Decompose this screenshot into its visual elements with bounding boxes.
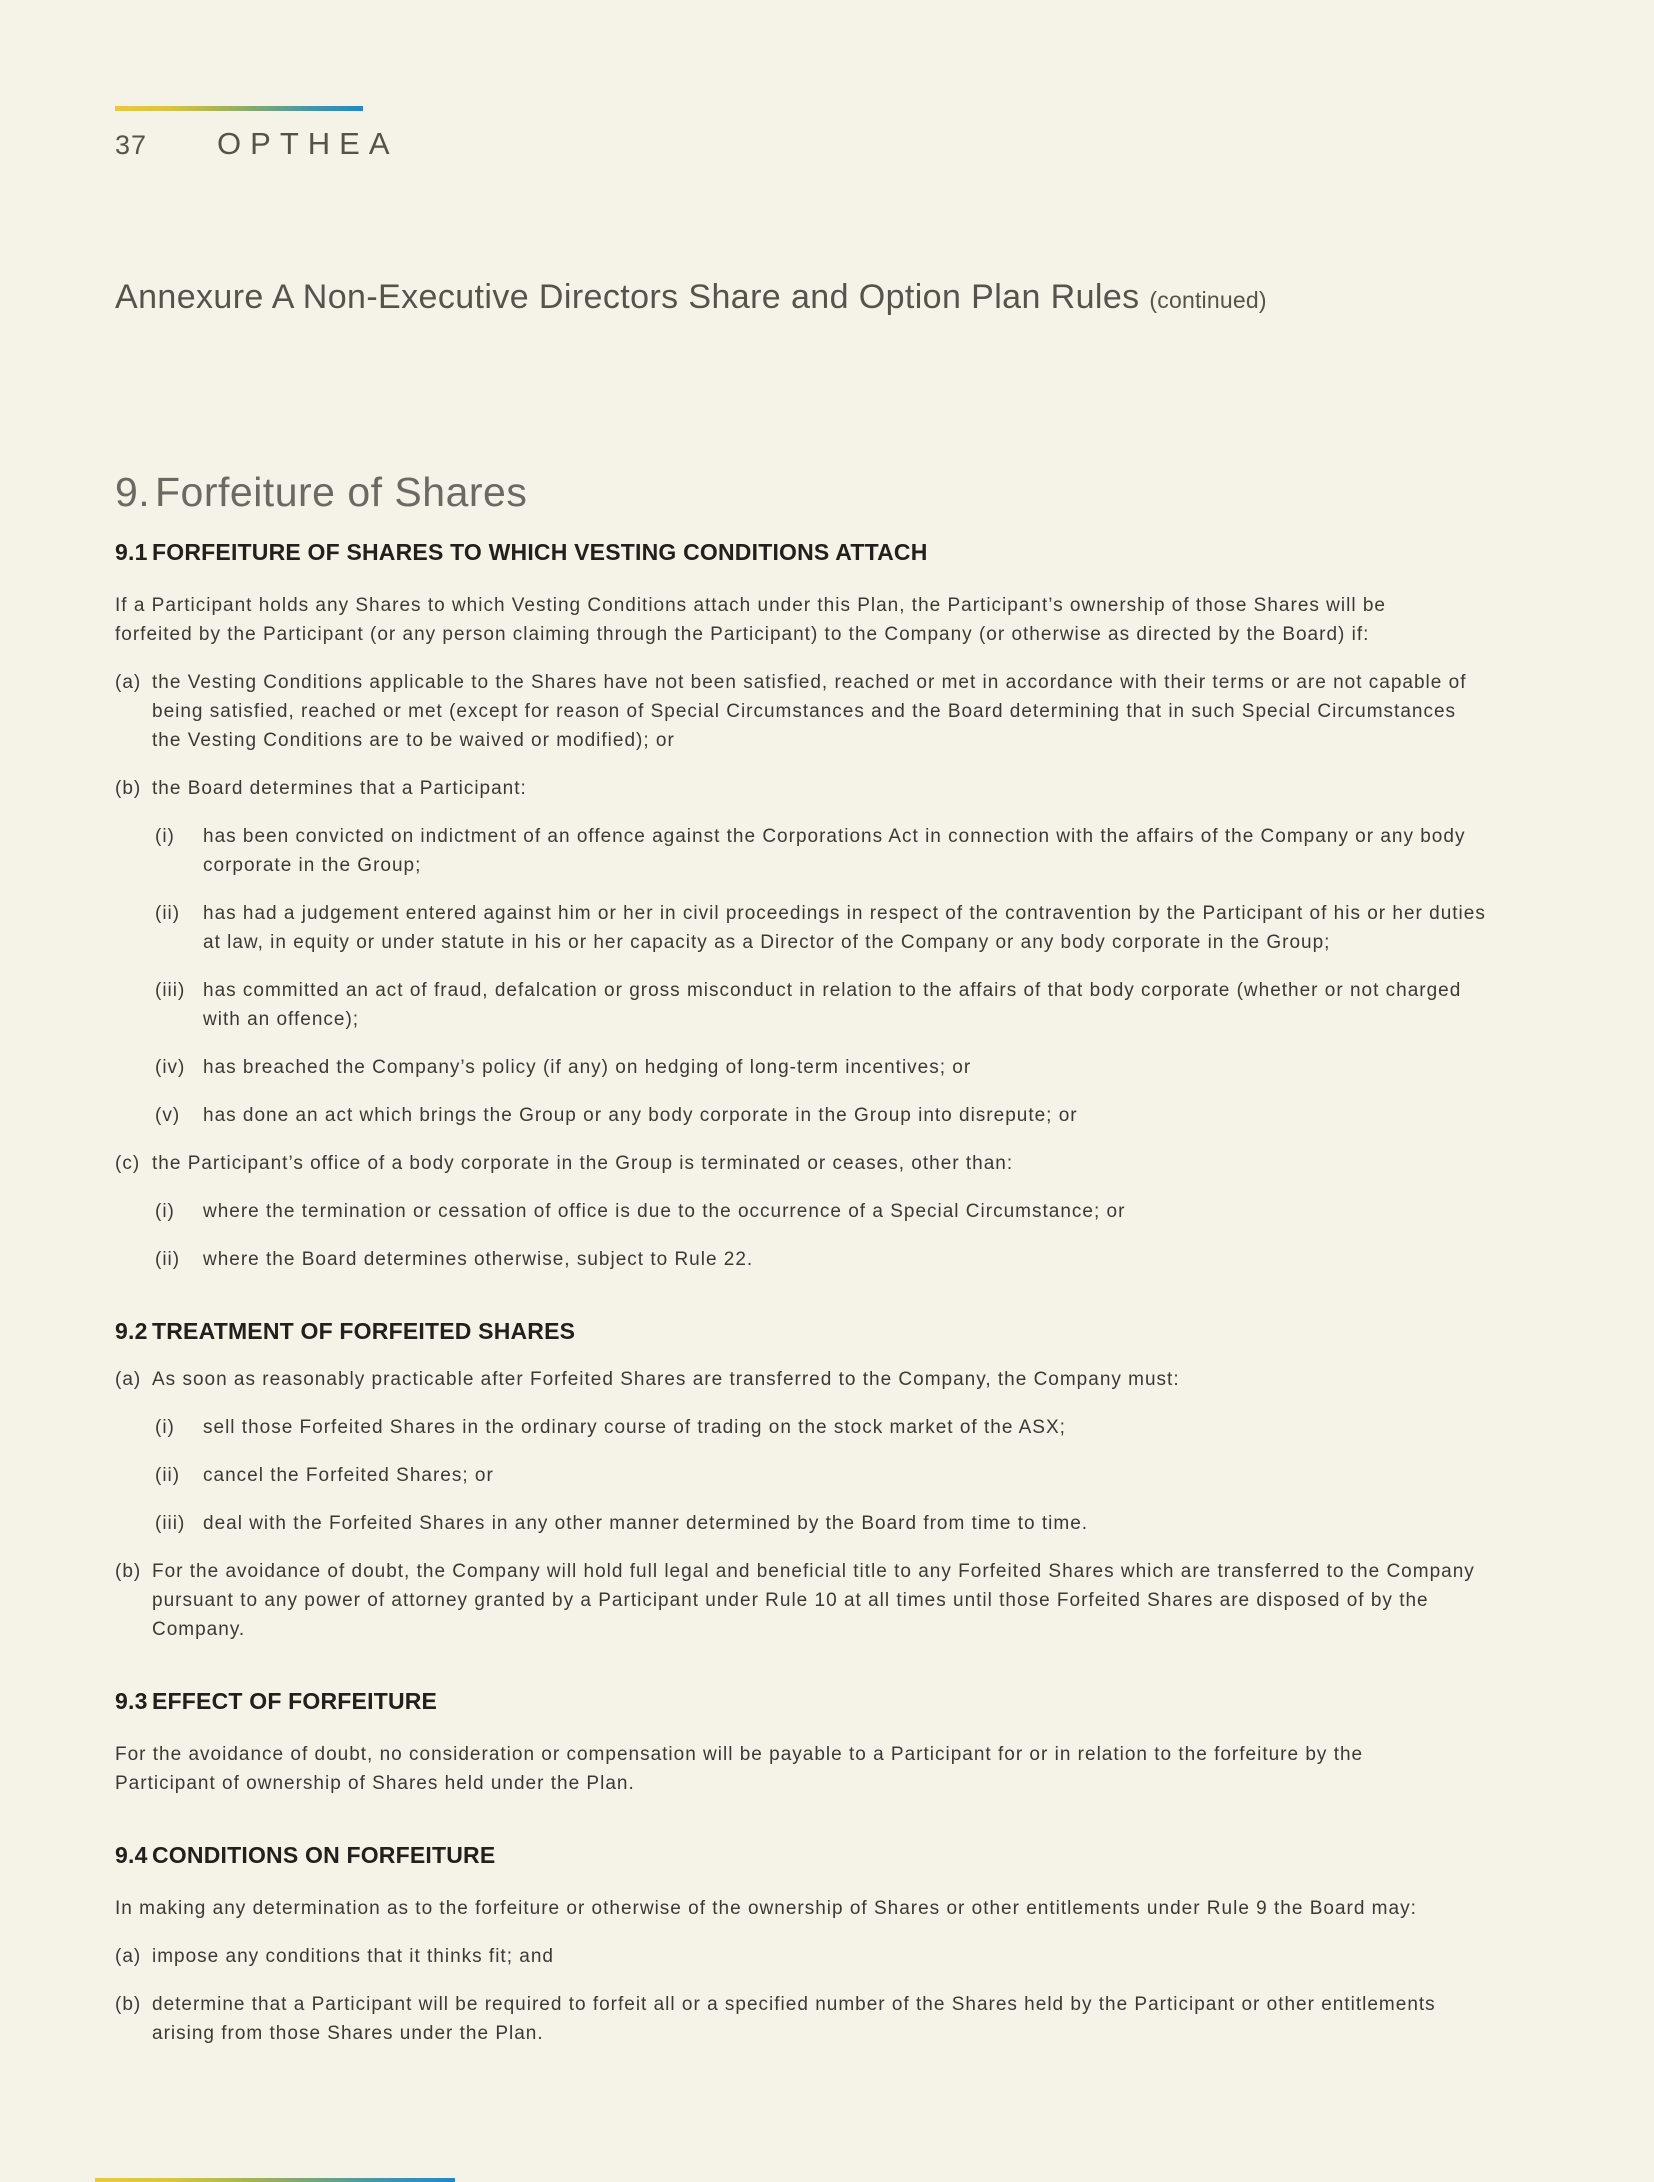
list-subitem-text: has committed an act of fraud, defalcation or gross misconduct in relation to the affairs of that body corporate (whether or not charged with an offence); xyxy=(203,980,1462,1030)
list-subitem-text: has breached the Company’s policy (if any) on hedging of long-term incentives; or xyxy=(203,1057,972,1078)
list-subitem xyxy=(155,976,1494,1034)
subsection-9-4-intro: In making any determination as to the forfeiture or otherwise of the ownership of Shares or other entitlements under Rule 9 the Board may: xyxy=(115,1898,1417,1919)
list-item-text: determine that a Participant will be required to forfeit all or a specified number of the Shares held by the Participant or other entitlements arising from those Shares under the Plan. xyxy=(152,1994,1436,2044)
opthea-logo: OPTHEA xyxy=(217,126,399,161)
list-item xyxy=(115,668,1485,755)
subsection-9-2-heading xyxy=(115,1316,1494,1346)
subsection-9-4-heading xyxy=(115,1840,1494,1870)
list-item-label: (b) xyxy=(115,1994,142,2015)
list-subitem-label: (iv) xyxy=(155,1057,186,1078)
list-subitem xyxy=(155,1413,1494,1442)
list-subitem-label: (ii) xyxy=(155,1249,181,1270)
list-subitem xyxy=(155,1509,1494,1538)
subsection-9-2-number: 9.2 xyxy=(115,1318,148,1344)
subsection-9-4-number: 9.4 xyxy=(115,1842,148,1868)
list-item-label: (a) xyxy=(115,1946,142,1967)
list-subitem-label: (i) xyxy=(155,1417,175,1438)
subsection-9-3-heading xyxy=(115,1686,1494,1716)
subsection-9-3-number: 9.3 xyxy=(115,1688,148,1714)
document-title-text: Annexure A Non-Executive Directors Share and Option Plan Rules xyxy=(115,278,1140,316)
list-subitem-label: (v) xyxy=(155,1105,181,1126)
page-number: 37 xyxy=(115,130,148,160)
section-9-heading xyxy=(115,467,1494,517)
footer-gradient-rule xyxy=(95,2178,455,2182)
list-item-text: impose any conditions that it thinks fit; and xyxy=(152,1946,554,1967)
subsection-9-1-number: 9.1 xyxy=(115,539,148,565)
list-subitem-text: has done an act which brings the Group or any body corporate in the Group into disrepute; or xyxy=(203,1105,1078,1126)
list-item xyxy=(115,774,1485,803)
subsection-9-1-heading xyxy=(115,537,1494,567)
list-subitem-text: has had a judgement entered against him or her in civil proceedings in respect of the contravention by the Participant of his or her duties at law, in equity or under statute in his or her capacity as a Director of the Company or any body corporate in the Group; xyxy=(203,903,1486,953)
subsection-9-2-title: TREATMENT OF FORFEITED SHARES xyxy=(152,1318,576,1344)
list-subitem-label: (iii) xyxy=(155,980,186,1001)
list-subitem xyxy=(155,1197,1494,1226)
list-item-label: (a) xyxy=(115,1369,142,1390)
header-gradient-rule xyxy=(115,106,363,111)
list-subitem xyxy=(155,1101,1494,1130)
list-subitem-text: where the termination or cessation of office is due to the occurrence of a Special Circumstance; or xyxy=(203,1201,1126,1222)
list-subitem-text: cancel the Forfeited Shares; or xyxy=(203,1465,494,1486)
list-item-text: For the avoidance of doubt, the Company will hold full legal and beneficial title to any Forfeited Shares which are transferred to the Company pursuant to any power of attorney granted by a Participant under Rule 10 at all times until those Forfeited Shares are disposed of by the Company. xyxy=(152,1561,1475,1640)
list-subitem-text: deal with the Forfeited Shares in any other manner determined by the Board from time to time. xyxy=(203,1513,1089,1534)
list-item xyxy=(115,1557,1485,1644)
list-item-label: (c) xyxy=(115,1153,141,1174)
list-subitem xyxy=(155,899,1494,957)
list-subitem-label: (i) xyxy=(155,1201,175,1222)
list-item-label: (a) xyxy=(115,672,142,693)
list-item xyxy=(115,1942,1485,1971)
list-item-text: the Board determines that a Participant: xyxy=(152,778,527,799)
list-subitem-label: (i) xyxy=(155,826,175,847)
list-subitem xyxy=(155,1461,1494,1490)
subsection-9-1-intro: If a Participant holds any Shares to which Vesting Conditions attach under this Plan, the Participant’s ownership of those Shares will be forfeited by the Participant (or any person claiming through the Participant) to the Company (or otherwise as directed by the Board) if: xyxy=(115,595,1386,645)
list-subitem xyxy=(155,1245,1494,1274)
document-title-continued: (continued) xyxy=(1149,287,1267,313)
list-subitem xyxy=(155,822,1494,880)
subsection-9-1-title: FORFEITURE OF SHARES TO WHICH VESTING CONDITIONS ATTACH xyxy=(152,539,928,565)
list-subitem-label: (iii) xyxy=(155,1513,186,1534)
list-item-text: As soon as reasonably practicable after Forfeited Shares are transferred to the Company, the Company must: xyxy=(152,1369,1180,1390)
page-header xyxy=(0,0,1654,162)
list-subitem-label: (ii) xyxy=(155,903,181,924)
subsection-9-4-title: CONDITIONS ON FORFEITURE xyxy=(152,1842,496,1868)
list-item xyxy=(115,1365,1485,1394)
document-title xyxy=(115,276,1480,321)
list-subitem-label: (ii) xyxy=(155,1465,181,1486)
list-item-text: the Vesting Conditions applicable to the Shares have not been satisfied, reached or met in accordance with their terms or are not capable of being satisfied, reached or met (except for reason of Special Circumstances and the Board determining that in such Special Circumstances the Vesting Conditions are to be waived or modified); or xyxy=(152,672,1467,751)
list-item xyxy=(115,1990,1485,2048)
list-subitem-text: sell those Forfeited Shares in the ordinary course of trading on the stock market of the ASX; xyxy=(203,1417,1066,1438)
subsection-9-3-title: EFFECT OF FORFEITURE xyxy=(152,1688,438,1714)
document-body xyxy=(115,467,1494,2048)
list-subitem-text: has been convicted on indictment of an offence against the Corporations Act in connection with the affairs of the Company or any body corporate in the Group; xyxy=(203,826,1466,876)
section-9-title: Forfeiture of Shares xyxy=(155,469,528,515)
list-subitem-text: where the Board determines otherwise, subject to Rule 22. xyxy=(203,1249,754,1270)
subsection-9-3-body: For the avoidance of doubt, no consideration or compensation will be payable to a Participant for or in relation to the forfeiture by the Participant of ownership of Shares held under the Plan. xyxy=(115,1744,1364,1794)
list-item-label: (b) xyxy=(115,1561,142,1582)
list-item-text: the Participant’s office of a body corporate in the Group is terminated or ceases, other than: xyxy=(152,1153,1014,1174)
list-item-label: (b) xyxy=(115,778,142,799)
section-9-number: 9. xyxy=(115,469,151,515)
list-item xyxy=(115,1149,1485,1178)
list-subitem xyxy=(155,1053,1494,1082)
